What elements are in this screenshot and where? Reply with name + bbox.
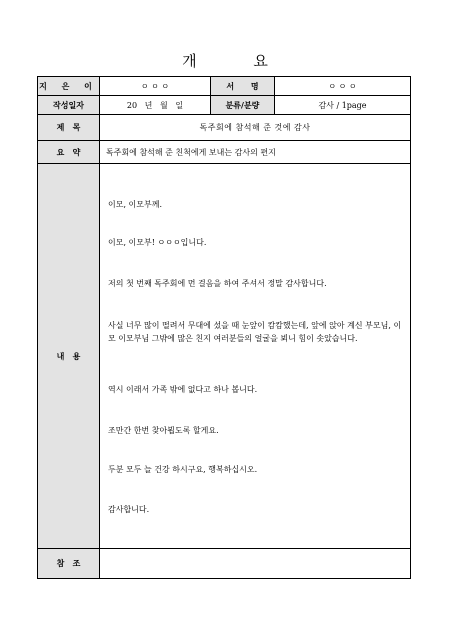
category-value: 감사 / 1page (275, 96, 411, 115)
content-body (100, 164, 411, 549)
date-value: 20 년 월 일 (100, 96, 211, 115)
reference-label: 참 조 (38, 549, 100, 579)
page-title: 개 요 (182, 52, 294, 70)
content-paragraph: 두분 모두 늘 건강 하시구요, 행복하십시오. (108, 465, 258, 474)
signature-label: 서 명 (211, 77, 275, 96)
author-value: ㅇ ㅇ ㅇ (100, 77, 211, 96)
content-paragraph: 조만간 한번 찾아뵙도록 할게요. (108, 426, 219, 435)
content-label: 내 용 (38, 164, 100, 549)
subject-label: 제 목 (38, 115, 100, 141)
summary-value: 독주회에 참석해 준 친척에게 보내는 감사의 편지 (100, 141, 411, 164)
content-paragraph: 감사합니다. (108, 505, 150, 514)
summary-label: 요 약 (38, 141, 100, 164)
date-row (38, 96, 411, 115)
content-paragraph: 이모, 이모부! ㅇㅇㅇ입니다. (108, 238, 207, 247)
signature-value: ㅇ ㅇ ㅇ (275, 77, 411, 96)
summary-row (38, 141, 411, 164)
content-paragraph: 역시 이래서 가족 밖에 없다고 하나 봅니다. (108, 385, 258, 394)
author-row (38, 77, 411, 96)
reference-row (38, 549, 411, 579)
content-row (38, 164, 411, 549)
author-label: 지 은 이 (38, 77, 100, 96)
date-label: 작성일자 (38, 96, 100, 115)
content-paragraph: 이모, 이모부께. (108, 200, 162, 209)
reference-value (100, 549, 411, 579)
subject-row (38, 115, 411, 141)
subject-value: 독주회에 참석해 준 것에 감사 (100, 115, 411, 141)
content-paragraph: 저의 첫 번째 독주회에 먼 걸음을 하여 주셔서 정말 감사합니다. (108, 279, 327, 288)
content-paragraph: 사실 너무 많이 떨려서 무대에 섰을 때 눈앞이 캄캄했는데, 앞에 앉아 계신 부모님, 이모 이모부님 그밖에 많은 친지 여러분들의 얼굴을 뵈니 힘이 솟았습니다. (108, 321, 402, 343)
category-label: 분류/분량 (211, 96, 275, 115)
